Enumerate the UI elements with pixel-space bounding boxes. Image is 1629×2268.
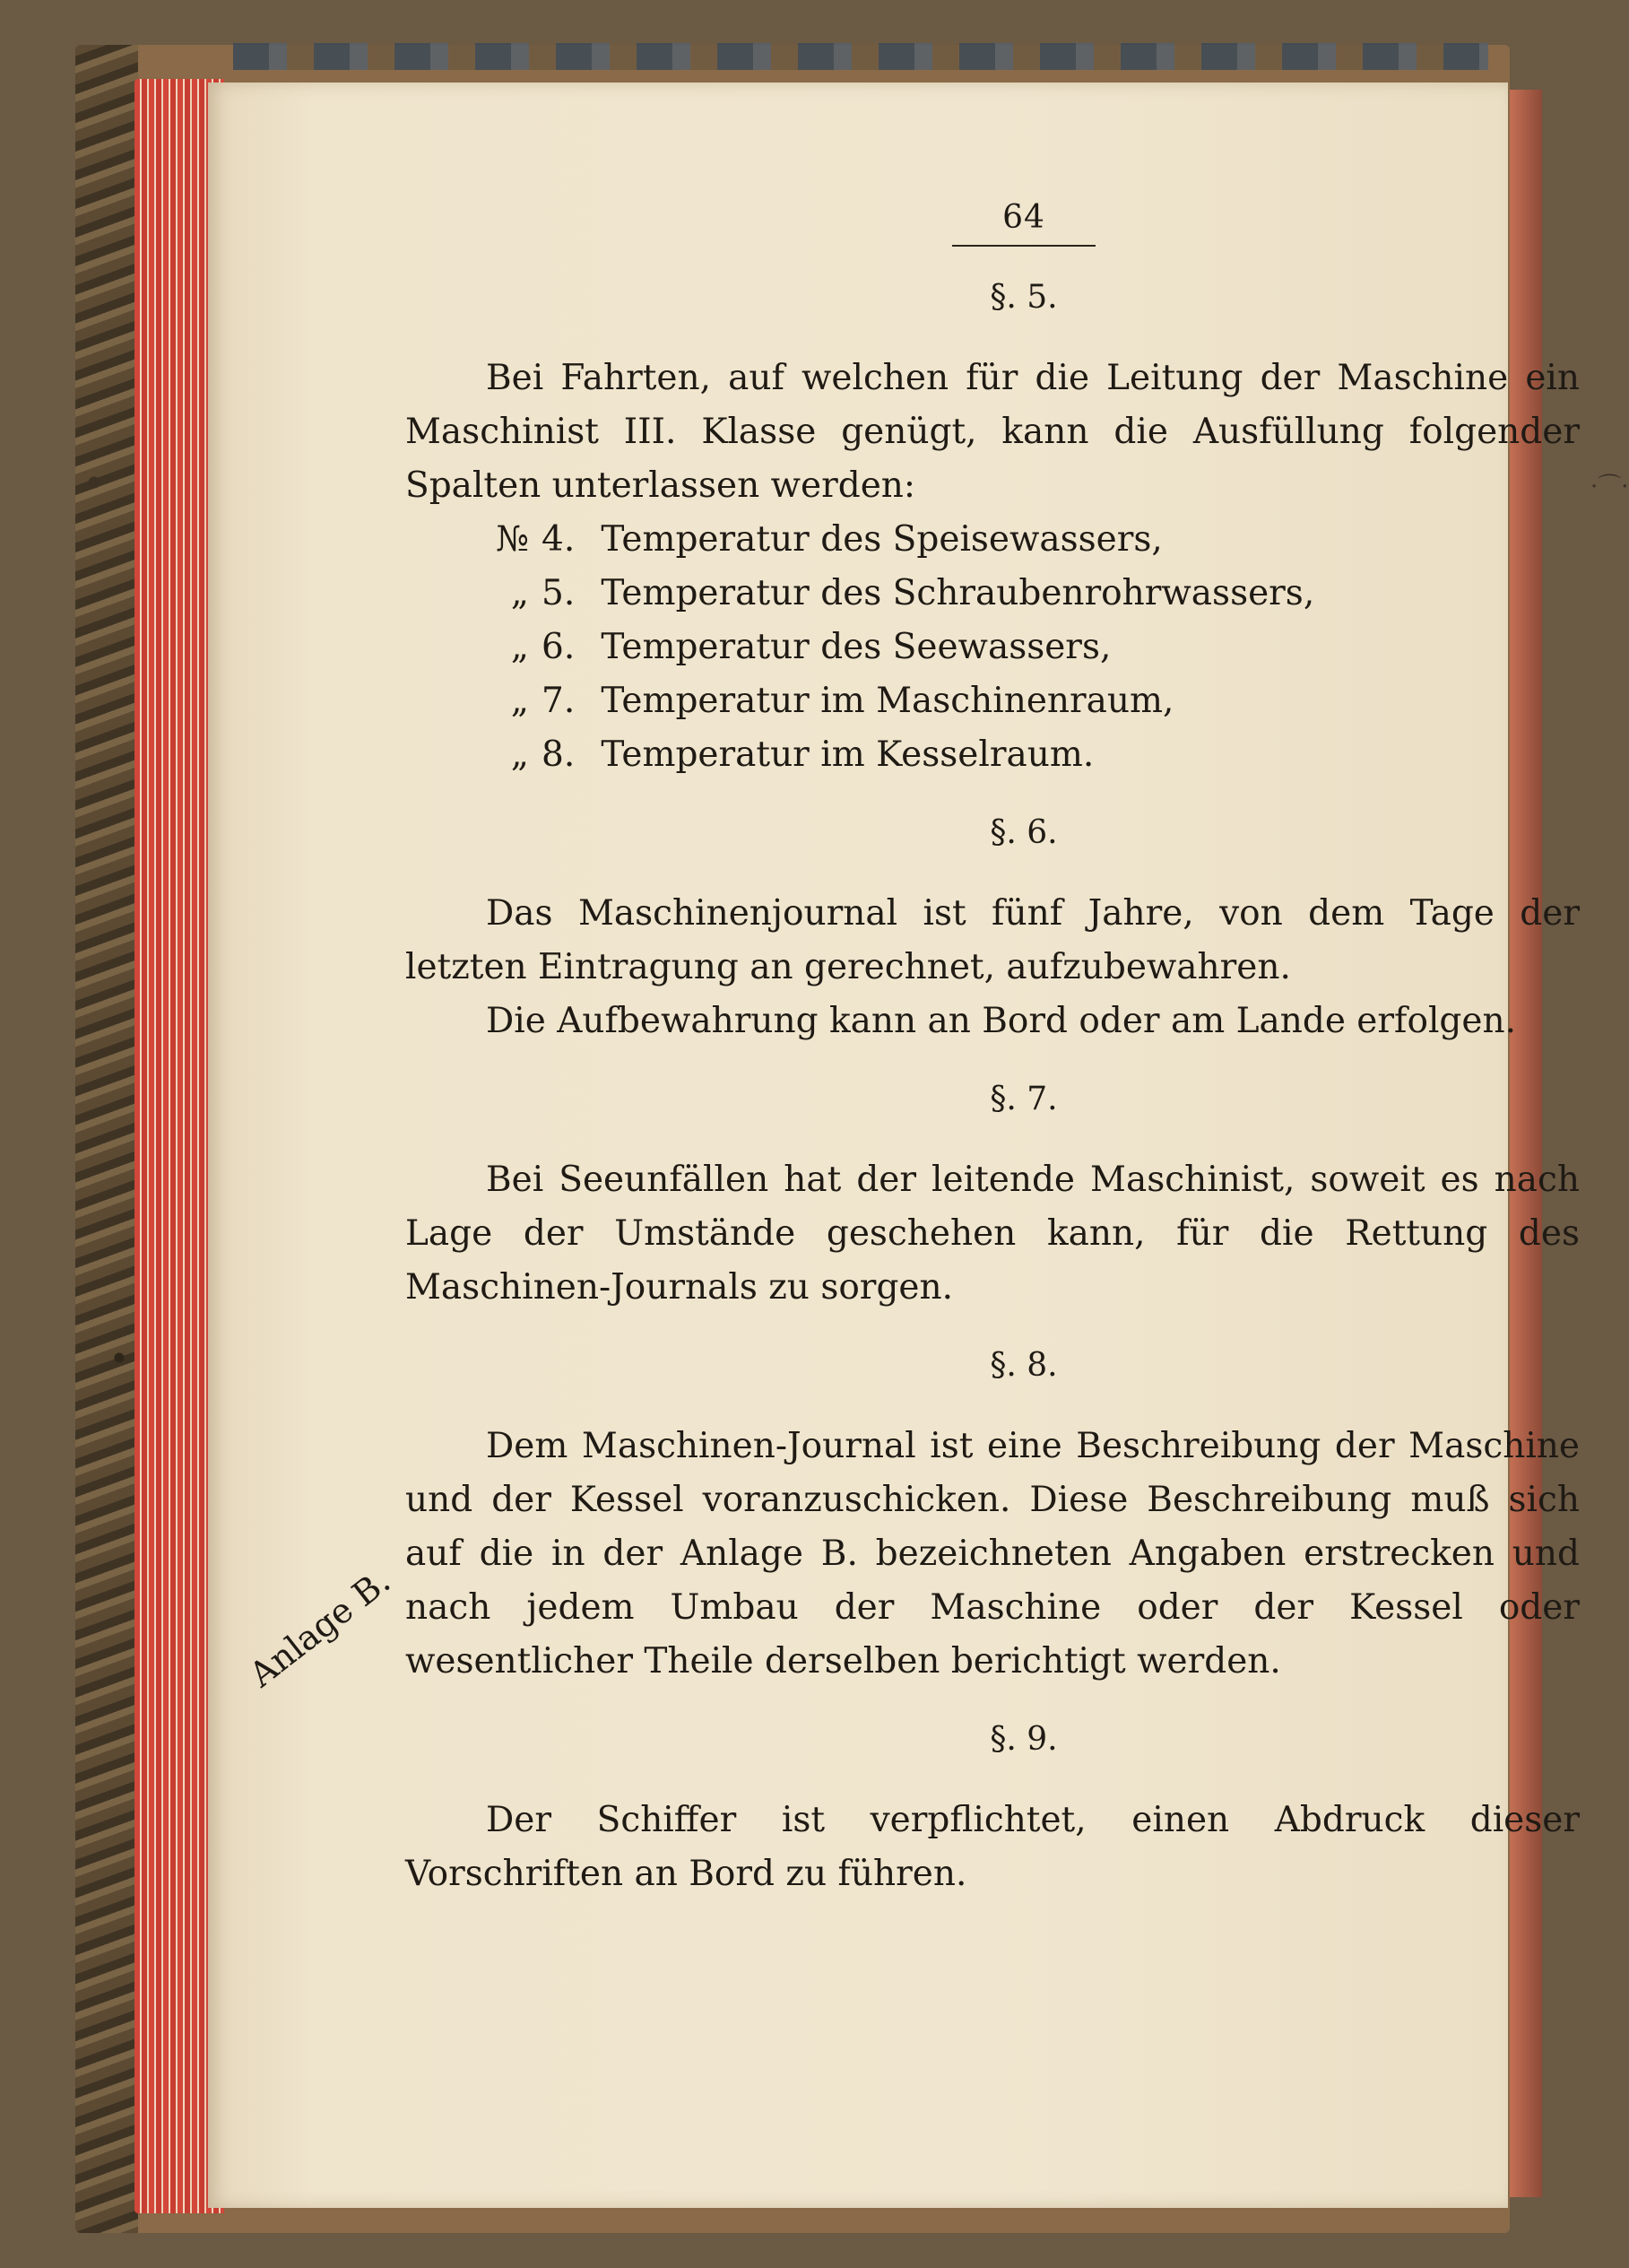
page-number: 64 [1002,199,1045,236]
list-text: Temperatur des Speisewassers, [601,519,1163,560]
section-heading: §. 9. [990,1721,1058,1758]
list-text: Temperatur des Schraubenrohrwassers, [601,573,1315,613]
list-item [405,674,1580,728]
paragraph: Das Maschinenjournal ist fünf Jahre, von dem Tage der letzten Eintragung an gerechnet, aufzubewahren. [405,893,1580,987]
page-number-rule [952,245,1096,247]
list-item [405,513,1580,567]
paragraph: Bei Fahrten, auf welchen für die Leitung der Maschine ein Maschinist III. Klasse genügt, kann die Ausfüllung folgender Spalten unterlassen werden: [405,358,1580,506]
list-mark: „ [510,681,529,721]
list-text: Temperatur im Maschinenraum, [601,681,1174,721]
section-heading: §. 5. [990,279,1058,316]
list-number: 8. [542,734,576,775]
list-number: 4. [542,519,576,560]
list-number: 7. [542,681,576,721]
column-list [405,513,1580,782]
list-mark: № [496,519,529,560]
page-text [405,199,1580,1901]
list-text: Temperatur des Seewassers, [601,627,1112,667]
list-mark: „ [510,734,529,775]
spine-top [233,43,1488,70]
paragraph: Der Schiffer ist verpflichtet, einen Abdruck dieser Vorschriften an Bord zu führen. [405,1800,1580,1894]
paragraph: Dem Maschinen-Journal ist eine Beschreibung der Maschine und der Kessel voranzuschicken. Diese Beschreibung muß sich auf die in der Anlage B. bezeichneten Angaben erstrecken und nach jedem Umbau der Maschine oder der Kessel oder wesentlicher Theile derselben berichtigt werden. [405,1426,1580,1681]
list-item [405,728,1580,782]
margin-mark: ·⌒· [1590,474,1629,500]
list-mark: „ [510,573,529,613]
section-heading: §. 8. [990,1347,1058,1384]
page [208,83,1629,2208]
list-item [405,621,1580,674]
margin-note: Anlage B. [242,1560,398,1695]
section-heading: §. 7. [990,1081,1058,1117]
list-mark: „ [510,627,529,667]
list-number: 6. [542,627,576,667]
section-heading: §. 6. [990,814,1058,851]
list-number: 5. [542,573,576,613]
paragraph: Die Aufbewahrung kann an Bord oder am Lande erfolgen. [486,1001,1516,1041]
paragraph: Bei Seeunfällen hat der leitende Maschinist, soweit es nach Lage der Umstände geschehen kann, für die Rettung des Maschinen-Journals zu sorgen. [405,1160,1580,1308]
marbled-cover-edge [75,45,138,2233]
list-item [405,567,1580,621]
list-text: Temperatur im Kesselraum. [601,734,1095,775]
